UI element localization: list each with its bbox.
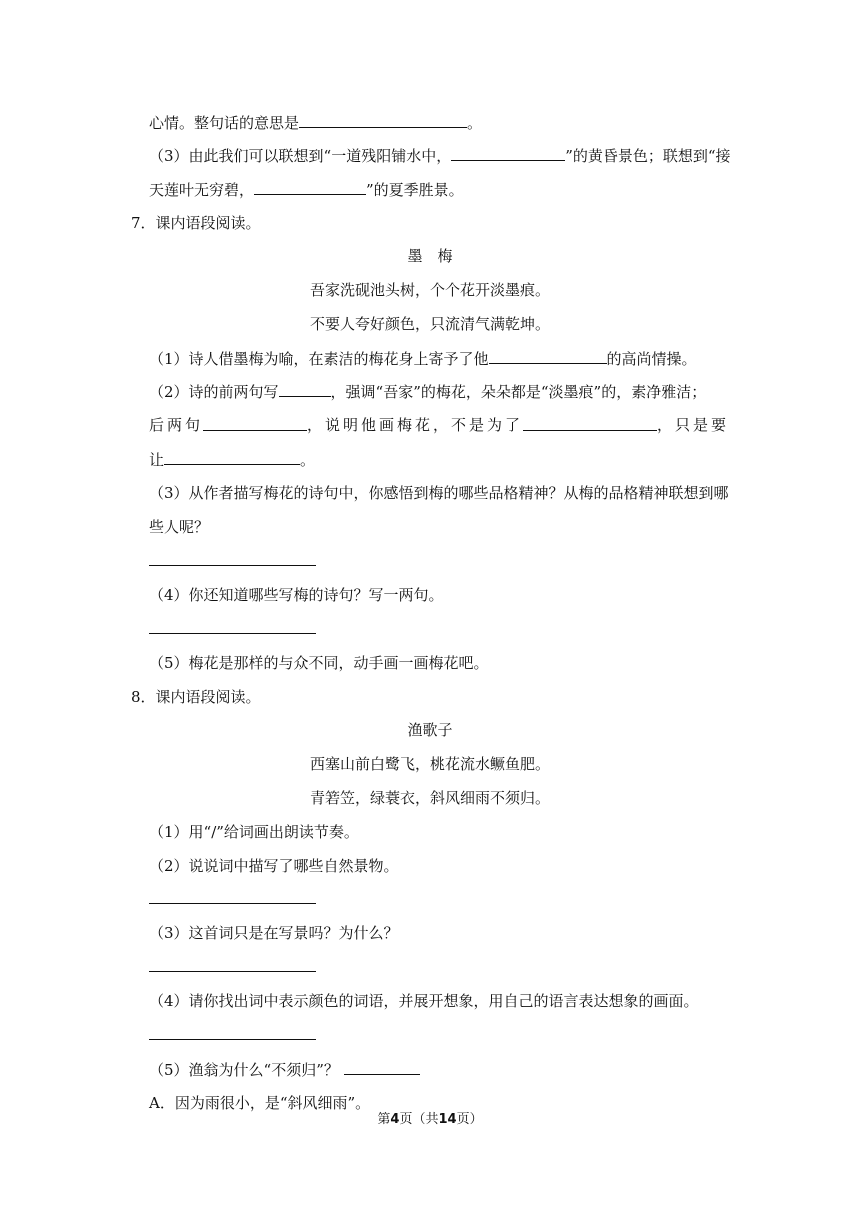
poem-title: 渔歌子: [407, 721, 453, 739]
answer-line[interactable]: [149, 1039, 316, 1040]
question-7-1: （1）诗人借墨梅为喻，在素洁的梅花身上寄予了他 的高尚情操。: [149, 350, 697, 368]
question-8-2: （2）说说词中描写了哪些自然景物。: [149, 857, 399, 875]
question-8-4: （4）请你找出词中表示颜色的词语，并展开想象，用自己的语言表达想象的画面。: [149, 992, 699, 1010]
option-a: A．因为雨很小，是“斜风细雨”。: [149, 1094, 371, 1112]
answer-line[interactable]: [149, 903, 316, 904]
question-7-2-end: 让 。: [149, 451, 316, 469]
answer-blank[interactable]: [279, 381, 331, 397]
question-8-heading: 8．课内语段阅读。: [131, 688, 261, 706]
page-footer: 第4页（共14页）: [377, 1112, 483, 1127]
poem-line: 吾家洗砚池头树，个个花开淡墨痕。: [309, 281, 550, 299]
question-8-5: （5）渔翁为什么“不须归”？: [149, 1059, 420, 1080]
question-7-2-cont: 后两句 ，说明他画梅花，不是为了 ，只是要: [149, 416, 729, 434]
answer-blank[interactable]: [164, 449, 300, 465]
answer-blank[interactable]: [489, 348, 607, 364]
question-7-2: （2）诗的前两句写 ，强调“吾家”的梅花，朵朵都是“淡墨痕”的，素净雅洁；: [149, 383, 707, 401]
question-7-4: （4）你还知道哪些写梅的诗句？写一两句。: [149, 586, 444, 604]
question-7-3: （3）从作者描写梅花的诗句中，你感悟到梅的哪些品格精神？从梅的品格精神联想到哪: [149, 484, 729, 502]
answer-blank[interactable]: [299, 112, 467, 128]
answer-line[interactable]: [149, 633, 316, 634]
question-7-3-cont: 些人呢？: [149, 518, 210, 536]
question-8-3: （3）这首词只是在写景吗？为什么？: [149, 924, 399, 942]
question-6-3: （3）由此我们可以联想到“一道残阳铺水中， ”的黄昏景色；联想到“接: [149, 147, 731, 165]
answer-blank[interactable]: [203, 415, 307, 431]
question-8-1: （1）用“/”给词画出朗读节奏。: [149, 823, 359, 841]
answer-line[interactable]: [149, 971, 316, 972]
answer-blank[interactable]: [344, 1059, 420, 1075]
poem-line: 青箬笠，绿蓑衣，斜风细雨不须归。: [309, 789, 550, 807]
poem-line: 不要人夸好颜色，只流清气满乾坤。: [309, 315, 550, 333]
answer-blank[interactable]: [451, 145, 565, 161]
poem-line: 西塞山前白鹭飞，桃花流水鳜鱼肥。: [309, 755, 550, 773]
answer-line[interactable]: [149, 565, 316, 566]
answer-blank[interactable]: [523, 415, 657, 431]
answer-blank[interactable]: [254, 179, 366, 195]
question-7-heading: 7．课内语段阅读。: [131, 214, 261, 232]
text-line: 心情。整句话的意思是 。: [149, 114, 483, 132]
poem-title: 墨 梅: [407, 247, 453, 265]
question-6-3-cont: 天莲叶无穷碧， ”的夏季胜景。: [149, 181, 464, 199]
question-7-5: （5）梅花是那样的与众不同，动手画一画梅花吧。: [149, 654, 489, 672]
